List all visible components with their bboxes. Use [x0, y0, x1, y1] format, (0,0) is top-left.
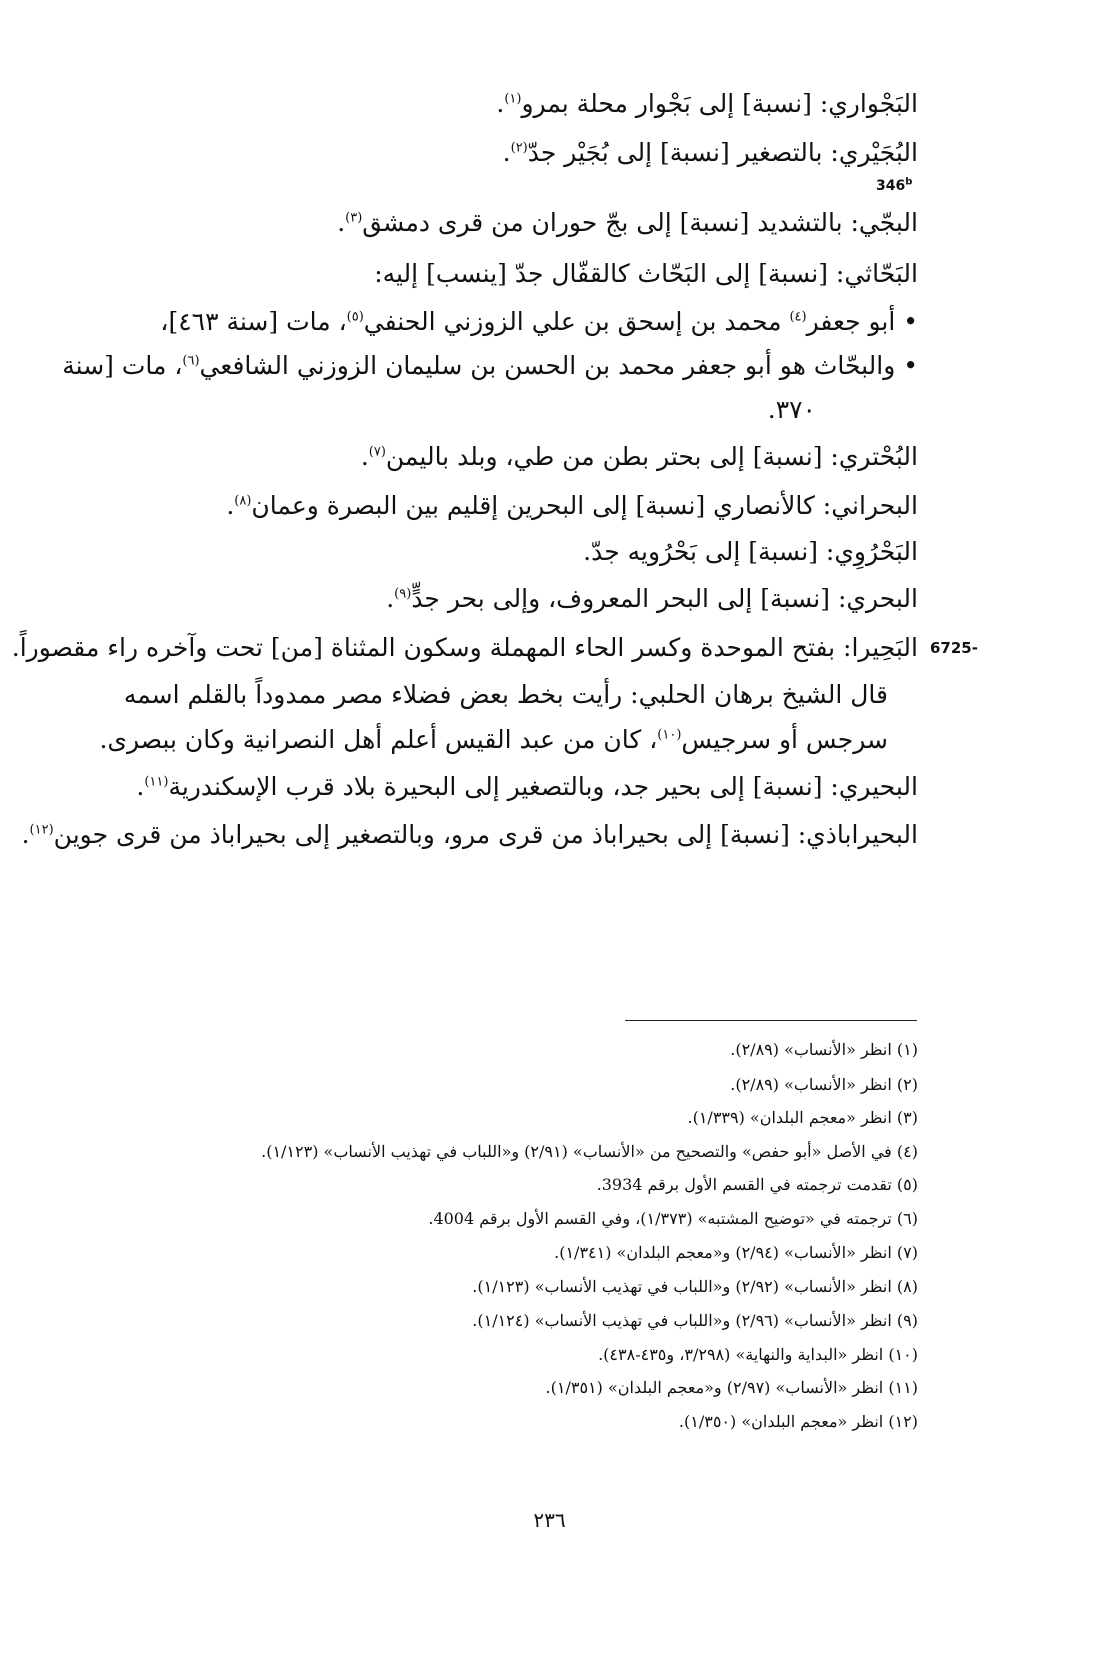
footnote-3: (٣) انظر «معجم البلدان» (١/٣٣٩). — [687, 1108, 918, 1127]
bullet-albahhath: • والبحّاث هو أبو جعفر محمد بن الحسن بن سليمان الزوزني الشافعي$^{(٦)}$، مات [سنة — [62, 351, 918, 380]
footnote-ref[interactable]: (٦) — [182, 353, 200, 369]
entry-bahira-text-2: سرجس أو سرجيس$^{(١٠)}$، كان من عبد القيس أعلم أهل النصرانية وكان ببصرى. — [99, 725, 888, 754]
footnote-ref[interactable]: (٥) — [346, 309, 364, 325]
entry-bahhathi: البَحّاثي: [نسبة] إلى البَحّاث كالقفّال جدّ [ينسب] إليه: — [374, 259, 918, 288]
entry-bajji: البجّي: بالتشديد [نسبة] إلى بجّ حوران من قرى دمشق$^{(٣)}$. — [337, 208, 918, 237]
entry-bahira-text: قال الشيخ برهان الحلبي: رأيت بخط بعض فضلاء مصر ممدوداً بالقلم اسمه — [123, 680, 888, 709]
footnote-ref[interactable]: (٣) — [345, 210, 363, 226]
footnote-1: (١) انظر «الأنساب» (٢/٨٩). — [730, 1040, 918, 1059]
entry-number-margin: 6725- — [930, 639, 978, 657]
folio-margin-note: 346$^b$ — [876, 176, 913, 194]
footnote-ref[interactable]: (٢) — [510, 140, 528, 156]
entry-bahira: البَحِيرا: بفتح الموحدة وكسر الحاء المهملة وسكون المثناة [من] تحت وآخره راء مقصوراً. — [11, 633, 918, 662]
footnote-6: (٦) ترجمته في «توضيح المشتبه» (١/٣٧٣)، وفي القسم الأول برقم 4004. — [428, 1209, 918, 1228]
entry-bahruwi: البَحْرُوِي: [نسبة] إلى بَحْرُويه جدّ. — [583, 537, 918, 566]
footnote-9: (٩) انظر «الأنساب» (٢/٩٦) و«اللباب في تهذيب الأنساب» (١/١٢٤). — [472, 1311, 918, 1330]
footnote-5: (٥) تقدمت ترجمته في القسم الأول برقم 3934. — [596, 1175, 918, 1194]
page-number: ٢٣٦ — [533, 1508, 566, 1532]
footnote-separator — [625, 1020, 917, 1021]
footnote-ref[interactable]: (١١) — [144, 774, 169, 790]
footnote-8: (٨) انظر «الأنساب» (٢/٩٢) و«اللباب في تهذيب الأنساب» (١/١٢٣). — [472, 1277, 918, 1296]
footnote-10: (١٠) انظر «البداية والنهاية» (٣/٢٩٨، و٤٣٥-٤٣٨). — [598, 1345, 918, 1364]
footnote-ref[interactable]: (١) — [504, 91, 522, 107]
footnote-ref[interactable]: (١٠) — [657, 727, 682, 743]
entry-bajwari: البَجْواري: [نسبة] إلى بَجْوار محلة بمرو$^{(١)}$. — [496, 89, 918, 118]
footnote-7: (٧) انظر «الأنساب» (٢/٩٤) و«معجم البلدان» (١/٣٤١). — [554, 1243, 918, 1262]
footnote-4: (٤) في الأصل «أبو حفص» والتصحيح من «الأنساب» (٢/٩١) و«اللباب في تهذيب الأنساب» (١/١٢٣). — [261, 1142, 918, 1161]
footnote-2: (٢) انظر «الأنساب» (٢/٨٩). — [730, 1075, 918, 1094]
footnote-ref[interactable]: (٨) — [234, 493, 252, 509]
entry-buhturi: البُحْتري: [نسبة] إلى بحتر بطن من طي، وبلد باليمن$^{(٧)}$. — [360, 442, 918, 471]
bullet-continuation: ٣٧٠. — [767, 395, 816, 424]
footnote-ref[interactable]: (٩) — [394, 586, 412, 602]
bullet-abu-jafar: • أبو جعفر$^{(٤)}$ محمد بن إسحق بن علي الزوزني الحنفي$^{(٥)}$، مات [سنة ٤٦٣]، — [160, 307, 918, 336]
footnote-ref[interactable]: (٤) — [789, 309, 807, 325]
entry-buhayri: البحيري: [نسبة] إلى بحير جد، وبالتصغير إلى البحيرة بلاد قرب الإسكندرية$^{(١١)}$. — [136, 772, 918, 801]
entry-bujayri: البُجَيْري: بالتصغير [نسبة] إلى بُجَيْر جدّ$^{(٢)}$. — [502, 138, 918, 167]
entry-buhayrabadhi: البحيراباذي: [نسبة] إلى بحيراباذ من قرى مرو، وبالتصغير إلى بحيراباذ من قرى جوين$^{(١٢)}$. — [21, 820, 918, 849]
footnote-ref[interactable]: (١٢) — [29, 822, 54, 838]
entry-bahri: البحري: [نسبة] إلى البحر المعروف، وإلى بحر جدٍّ$^{(٩)}$. — [386, 584, 918, 613]
entry-bahrani: البحراني: كالأنصاري [نسبة] إلى البحرين إقليم بين البصرة وعمان$^{(٨)}$. — [226, 491, 918, 520]
footnote-12: (١٢) انظر «معجم البلدان» (١/٣٥٠). — [678, 1412, 918, 1431]
footnote-11: (١١) انظر «الأنساب» (٢/٩٧) و«معجم البلدان» (١/٣٥١). — [545, 1378, 918, 1397]
footnote-ref[interactable]: (٧) — [368, 444, 386, 460]
